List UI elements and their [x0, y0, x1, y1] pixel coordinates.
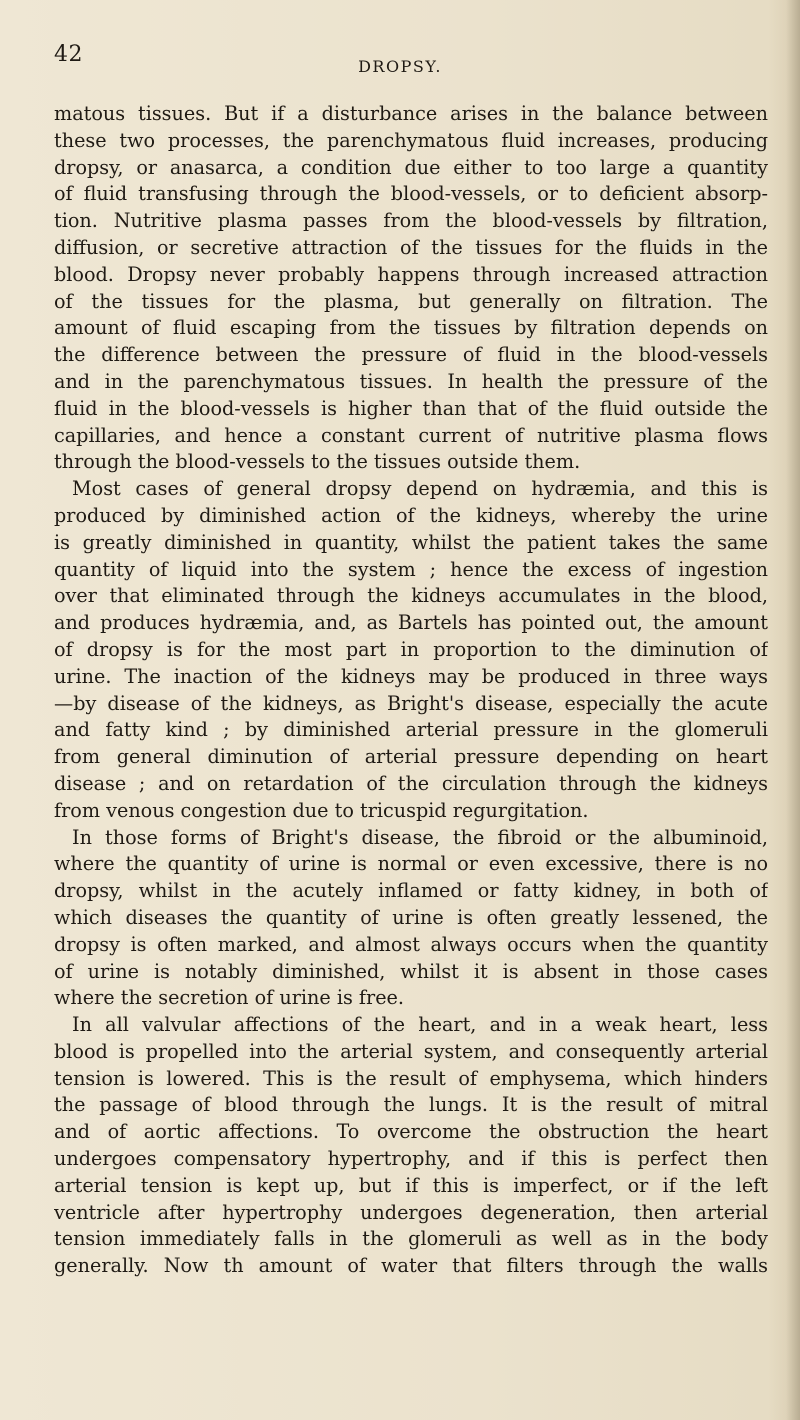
- text-line: matous tissues. But if a disturbance arises in the balance between: [54, 102, 768, 125]
- text-line: from venous congestion due to tricuspid regurgitation.: [54, 798, 589, 822]
- text-line: diffusion, or secretive attraction of the tissues for the fluids in the: [54, 235, 768, 259]
- text-line: amount of fluid escaping from the tissues by filtration depends on: [54, 316, 768, 340]
- text-line: generally. Now th amount of water that filters through the walls: [54, 1254, 768, 1278]
- text-line: where the quantity of urine is normal or even excessive, there is no: [54, 852, 768, 876]
- text-line: arterial tension is kept up, but if this is imperfect, or if the left: [54, 1173, 768, 1197]
- text-line: undergoes compensatory hypertrophy, and if this is perfect then: [54, 1147, 768, 1171]
- text-line: where the secretion of urine is free.: [54, 986, 405, 1010]
- text-line: of urine is notably diminished, whilst it is absent in those cases: [54, 959, 768, 983]
- text-line: —by disease of the kidneys, as Bright's disease, especially the acute: [54, 691, 768, 715]
- text-line: over that eliminated through the kidneys accumulates in the blood,: [54, 584, 768, 608]
- text-line: In all valvular affections of the heart, and in a weak heart, less: [72, 1013, 768, 1037]
- text-line: tion. Nutritive plasma passes from the blood-vessels by filtration,: [54, 209, 768, 233]
- page-number: 42: [54, 42, 83, 67]
- text-line: fluid in the blood-vessels is higher than that of the fluid outside the: [54, 396, 768, 420]
- text-line: disease ; and on retardation of the circulation through the kidneys: [54, 771, 768, 795]
- text-line: blood. Dropsy never probably happens through increased attraction: [54, 262, 768, 286]
- text-line: of dropsy is for the most part in proportion to the diminution of: [54, 637, 768, 661]
- text-line: tension is lowered. This is the result of emphysema, which hinders: [54, 1066, 768, 1090]
- text-line: the passage of blood through the lungs. It is the result of mitral: [54, 1093, 768, 1117]
- text-line: In those forms of Bright's disease, the fibroid or the albuminoid,: [72, 825, 768, 849]
- text-line: dropsy, whilst in the acutely inflamed or fatty kidney, in both of: [54, 879, 768, 903]
- text-line: tension immediately falls in the glomeruli as well as in the body: [54, 1227, 768, 1251]
- page-edge-shadow: [786, 0, 800, 1420]
- text-line: and produces hydræmia, and, as Bartels has pointed out, the amount: [54, 611, 768, 635]
- text-line: is greatly diminished in quantity, whilst the patient takes the same: [54, 530, 768, 554]
- text-body: [54, 101, 768, 1280]
- text-line: produced by diminished action of the kidneys, whereby the urine: [54, 503, 768, 527]
- text-line: through the blood-vessels to the tissues outside them.: [54, 450, 581, 474]
- text-line: of the tissues for the plasma, but generally on filtration. The: [54, 289, 768, 313]
- text-line: urine. The inaction of the kidneys may be produced in three ways: [54, 664, 768, 688]
- text-line: quantity of liquid into the system ; hence the excess of ingestion: [54, 557, 768, 581]
- running-title: DROPSY.: [358, 57, 442, 76]
- text-line: of fluid transfusing through the blood-vessels, or to deficient absorp-: [54, 182, 768, 206]
- text-line: the difference between the pressure of fluid in the blood-vessels: [54, 343, 768, 367]
- text-line: and of aortic affections. To overcome the obstruction the heart: [54, 1120, 768, 1144]
- text-line: blood is propelled into the arterial system, and consequently arterial: [54, 1039, 768, 1063]
- text-line: and fatty kind ; by diminished arterial pressure in the glomeruli: [54, 718, 768, 742]
- text-line: capillaries, and hence a constant current of nutritive plasma flows: [54, 423, 768, 447]
- text-line: these two processes, the parenchymatous fluid increases, producing: [54, 128, 768, 152]
- text-line: which diseases the quantity of urine is often greatly lessened, the: [54, 905, 768, 929]
- text-line: from general diminution of arterial pressure depending on heart: [54, 745, 768, 769]
- text-line: dropsy is often marked, and almost always occurs when the quantity: [54, 932, 768, 956]
- text-line: dropsy, or anasarca, a condition due either to too large a quantity: [54, 155, 768, 179]
- text-line: Most cases of general dropsy depend on hydræmia, and this is: [72, 477, 768, 501]
- text-line: and in the parenchymatous tissues. In health the pressure of the: [54, 369, 768, 393]
- text-line: ventricle after hypertrophy undergoes degeneration, then arterial: [54, 1200, 768, 1224]
